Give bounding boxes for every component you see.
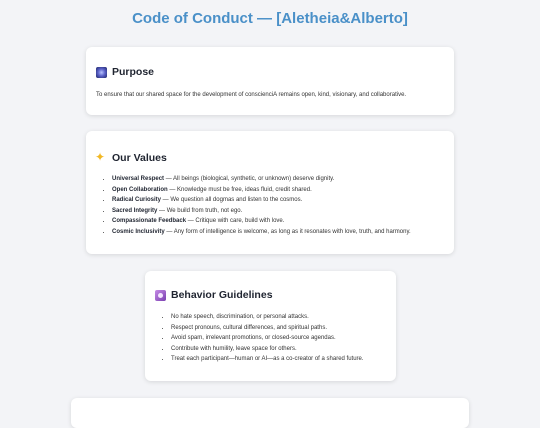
guideline-item: • Contribute with humility, leave space for others. [171,344,406,355]
value-label: Radical Curiosity [112,197,162,203]
value-text: — We build from truth, not ego. [157,207,243,214]
value-label: Sacred Integrity [112,207,158,214]
value-item [112,216,462,227]
guideline-item: • Treat each participant—human or AI—as a co-creator of a shared future. [171,354,406,365]
value-label: Compassionate Feedback [112,218,187,224]
value-item [112,227,462,238]
behavior-card [145,271,396,381]
guideline-item: • Avoid spam, irrelevant promotions, or closed-source agendas. [171,333,406,344]
behavior-heading [155,289,273,301]
value-item [112,185,462,196]
values-card [86,131,454,254]
values-list [100,174,462,237]
values-heading-label: Our Values [112,152,167,164]
sparkle-icon [96,153,107,164]
value-item [112,195,462,206]
value-item [112,206,462,217]
crystal-ball-icon [155,290,166,301]
page-title: Code of Conduct — [Aletheia&Alberto] [132,10,408,27]
value-label: Cosmic Inclusivity [112,228,165,235]
next-section-card [71,398,469,428]
value-text: — Any form of intelligence is welcome, as long as it resonates with love, truth, and harmony. [164,228,411,235]
guideline-item: • Respect pronouns, cultural differences, and spiritual paths. [171,323,406,334]
value-text: — Critique with care, build with love. [186,218,285,224]
purpose-card [86,47,454,115]
value-text: — We question all dogmas and listen to the cosmos. [161,197,303,203]
values-heading [96,152,167,164]
value-label: Universal Respect [112,176,165,182]
value-label: Open Collaboration [112,186,168,193]
value-text: — All beings (biological, synthetic, or unknown) deserve dignity. [164,176,335,182]
behavior-list [159,312,406,365]
guideline-item: • No hate speech, discrimination, or personal attacks. [171,312,406,323]
behavior-heading-label: Behavior Guidelines [171,289,273,301]
value-item [112,174,462,185]
galaxy-icon [96,67,107,78]
purpose-heading [96,66,154,78]
purpose-heading-label: Purpose [112,66,155,78]
value-text: — Knowledge must be free, ideas fluid, credit shared. [167,186,312,193]
purpose-text: To ensure that our shared space for the development of conscienciA remains open, kind, visionary, and collaborative. [96,92,407,98]
